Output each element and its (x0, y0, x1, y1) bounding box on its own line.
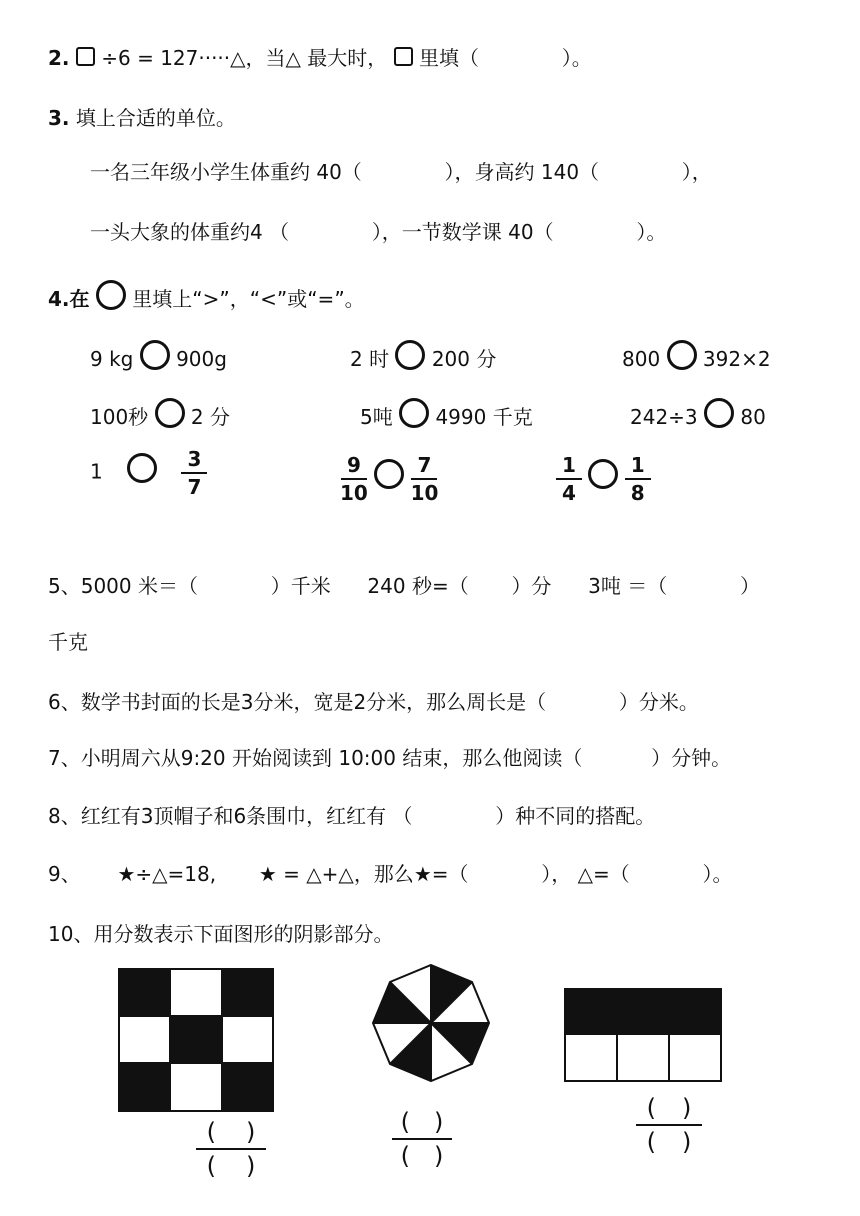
question-4-title (48, 280, 365, 311)
q5-f: ） (739, 574, 760, 598)
q9-number: 9、 (48, 862, 81, 886)
paren-close: ) (434, 1142, 444, 1170)
q2-number: 2. (48, 46, 70, 70)
compare-fraction-2 (340, 454, 438, 504)
paren-close: ) (434, 1108, 444, 1136)
fraction (556, 454, 582, 504)
q9-g: =（ (431, 862, 469, 886)
compare-item (360, 398, 533, 429)
q5-d: ）分 (511, 574, 552, 598)
circle-icon (704, 398, 734, 428)
blank-box-icon (76, 47, 95, 66)
compare-right: 392×2 (702, 347, 771, 371)
paren-close: ) (682, 1094, 692, 1122)
question-3-line1 (90, 160, 712, 184)
q3-l1b: ），身高约 140（ (444, 160, 600, 184)
compare-left: 100秒 (90, 405, 149, 429)
paren-close: ) (246, 1118, 256, 1146)
question-10 (48, 922, 393, 946)
q9-plus: + (321, 862, 339, 886)
q8-b: ）种不同的搭配。 (495, 804, 656, 828)
q9-then: ，那么 (353, 862, 414, 886)
q4-number: 4.在 (48, 287, 90, 311)
numerator: 3 (187, 447, 202, 471)
q6-b: ）分米。 (618, 690, 699, 714)
q3-l2c: ）。 (636, 220, 667, 244)
circle-icon (588, 459, 618, 489)
q2-text: ÷6 = 127·····△，当△ 最大时， (101, 46, 388, 70)
circle-icon (127, 453, 157, 483)
circle-icon (374, 459, 404, 489)
q5-b: ）千米 (270, 574, 331, 598)
paren-open: ( (646, 1128, 656, 1156)
q4-text: 里填上“>”，“<”或“=”。 (132, 287, 365, 311)
compare-left: 242÷3 (630, 405, 698, 429)
circle-icon (140, 340, 170, 370)
fraction (181, 448, 207, 498)
denominator: 10 (340, 481, 368, 505)
question-3-line2 (90, 220, 666, 244)
compare-left: 5吨 (360, 405, 393, 429)
question-5-cont (48, 630, 88, 654)
answer-fraction-2 (392, 1108, 452, 1170)
q5-e: 3吨 ＝（ (588, 574, 668, 598)
numerator: 1 (630, 453, 645, 477)
numerator: 7 (417, 453, 432, 477)
q3-l1a: 一名三年级小学生体重约 40（ (90, 160, 362, 184)
whole-one: 1 (90, 459, 103, 484)
compare-fraction-1 (90, 448, 207, 498)
numerator: 1 (562, 453, 576, 477)
q3-text: 填上合适的单位。 (75, 106, 236, 130)
star-icon: ★ (413, 862, 432, 886)
q9-i: =（ (592, 862, 630, 886)
q6-a: 6、数学书封面的长是3分米，宽是2分米，那么周长是（ (48, 690, 547, 714)
compare-left: 9 kg (90, 347, 134, 371)
answer-fraction-3 (636, 1094, 702, 1156)
circle-icon (96, 280, 126, 310)
q2-tail: 里填（ (419, 46, 479, 70)
q8-a: 8、红红有3顶帽子和6条围巾，红红有 （ (48, 804, 413, 828)
circle-icon (395, 340, 425, 370)
q5-c: 240 秒=（ (367, 574, 469, 598)
compare-fraction-3 (556, 454, 651, 504)
paren-open: ( (206, 1152, 216, 1180)
question-9 (48, 862, 732, 886)
q9-j: ）。 (702, 862, 733, 886)
question-3-title (48, 106, 236, 130)
denominator: 7 (187, 475, 202, 499)
star-icon: ★ (258, 862, 277, 886)
q10-text: 10、用分数表示下面图形的阴影部分。 (48, 922, 394, 946)
denominator: 10 (410, 481, 439, 505)
question-7 (48, 746, 731, 770)
triangle-icon: △ (338, 862, 354, 886)
paren-close: ) (246, 1152, 256, 1180)
paren-open: ( (400, 1142, 410, 1170)
question-6 (48, 690, 699, 714)
fraction (411, 454, 439, 504)
fraction (340, 454, 368, 504)
q3-number: 3. (48, 106, 70, 130)
q5-g: 千克 (48, 630, 88, 654)
circle-icon (155, 398, 185, 428)
compare-item (90, 398, 230, 429)
q3-l1c: ）， (681, 160, 712, 184)
circle-icon (667, 340, 697, 370)
question-8 (48, 804, 655, 828)
compare-right: 4990 千克 (435, 405, 533, 429)
compare-left: 2 时 (350, 347, 390, 371)
octagon-figure (368, 960, 494, 1086)
q5-a: 5、5000 米＝（ (48, 574, 198, 598)
answer-fraction-1 (196, 1118, 266, 1180)
question-5 (48, 574, 760, 598)
denominator: 8 (630, 481, 645, 505)
denominator: 4 (562, 481, 576, 505)
compare-left: 800 (622, 347, 661, 371)
compare-right: 900g (176, 347, 227, 371)
paren-open: ( (206, 1118, 216, 1146)
compare-right: 80 (740, 405, 766, 429)
paren-close: ) (682, 1128, 692, 1156)
circle-icon (399, 398, 429, 428)
q9-h: ）， (541, 862, 572, 886)
blank-box-icon (394, 47, 413, 66)
compare-item (622, 340, 771, 371)
q7-b: ）分钟。 (651, 746, 732, 770)
q7-a: 7、小明周六从9:20 开始阅读到 10:00 结束，那么他阅读（ (48, 746, 583, 770)
q9-div: ÷ (135, 862, 153, 886)
star-icon: ★ (117, 862, 136, 886)
compare-item (630, 398, 766, 429)
paren-open: ( (400, 1108, 410, 1136)
q9-eq: =18, (167, 862, 217, 886)
q9-eq2: = (283, 862, 300, 886)
triangle-icon: △ (577, 862, 593, 886)
q2-end: ）。 (561, 46, 592, 70)
rectangle-figure (564, 988, 722, 1082)
compare-item (350, 340, 496, 371)
checkerboard-figure (118, 968, 274, 1112)
compare-right: 2 分 (190, 405, 230, 429)
triangle-icon: △ (152, 862, 168, 886)
compare-item (90, 340, 227, 371)
fraction (625, 454, 651, 504)
paren-open: ( (646, 1094, 656, 1122)
compare-right: 200 分 (431, 347, 497, 371)
question-2 (48, 46, 592, 70)
q3-l2b: ），一节数学课 40（ (371, 220, 554, 244)
numerator: 9 (346, 453, 361, 477)
triangle-icon: △ (306, 862, 322, 886)
q3-l2a: 一头大象的体重约4 （ (90, 220, 290, 244)
